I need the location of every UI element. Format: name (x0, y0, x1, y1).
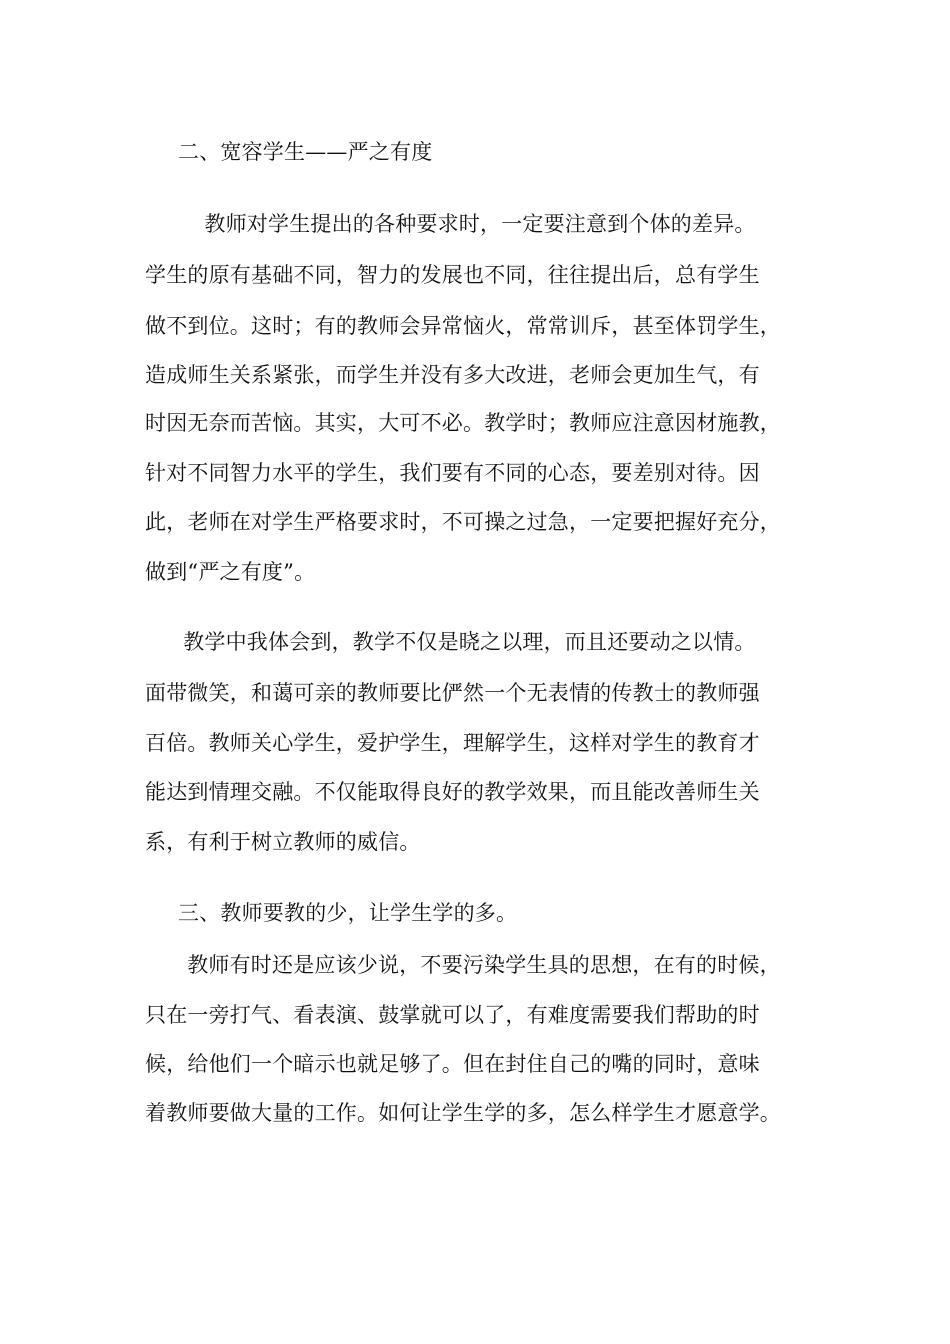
paragraph-line: 此，老师在对学生严格要求时，不可操之过急，一定要把握好充分， (145, 510, 781, 534)
paragraph-line: 百倍。教师关心学生，爱护学生，理解学生，这样对学生的教育才 (145, 731, 760, 755)
paragraph-line: 只在一旁打气、看表演、鼓掌就可以了，有难度需要我们帮助的时 (145, 1003, 760, 1027)
paragraph-line: 候，给他们一个暗示也就足够了。但在封住自己的嘴的同时，意味 (145, 1052, 760, 1076)
paragraph-line: 教师对学生提出的各种要求时，一定要注意到个体的差异。 (162, 212, 756, 236)
paragraph-line: 着教师要做大量的工作。如何让学生学的多，怎么样学生才愿意学。 (145, 1101, 781, 1125)
paragraph-line: 造成师生关系紧张，而学生并没有多大改进，老师会更加生气，有 (145, 363, 760, 387)
paragraph-line: 教学中我体会到，教学不仅是晓之以理，而且还要动之以情。 (162, 630, 756, 654)
section-3-heading: 三、教师要教的少，让学生学的多。 (178, 901, 518, 925)
paragraph-line: 时因无奈而苦恼。其实，大可不必。教学时；教师应注意因材施教， (145, 411, 781, 435)
paragraph-line: 能达到情理交融。不仅能取得良好的教学效果，而且能改善师生关 (145, 780, 760, 804)
paragraph-line: 做到“严之有度”。 (145, 560, 316, 584)
paragraph-line: 针对不同智力水平的学生，我们要有不同的心态，要差别对待。因 (145, 461, 760, 485)
paragraph-line: 学生的原有基础不同，智力的发展也不同，往往提出后，总有学生 (145, 263, 760, 287)
paragraph-line: 系，有利于树立教师的威信。 (145, 830, 421, 854)
paragraph-line: 教师有时还是应该少说，不要污染学生具的思想，在有的时候， (166, 953, 781, 977)
paragraph-line: 做不到位。这时；有的教师会异常恼火，常常训斥，甚至体罚学生， (145, 314, 781, 338)
section-2-heading: 二、宽容学生——严之有度 (178, 140, 433, 164)
paragraph-line: 面带微笑，和蔼可亲的教师要比俨然一个无表情的传教士的教师强 (145, 681, 760, 705)
